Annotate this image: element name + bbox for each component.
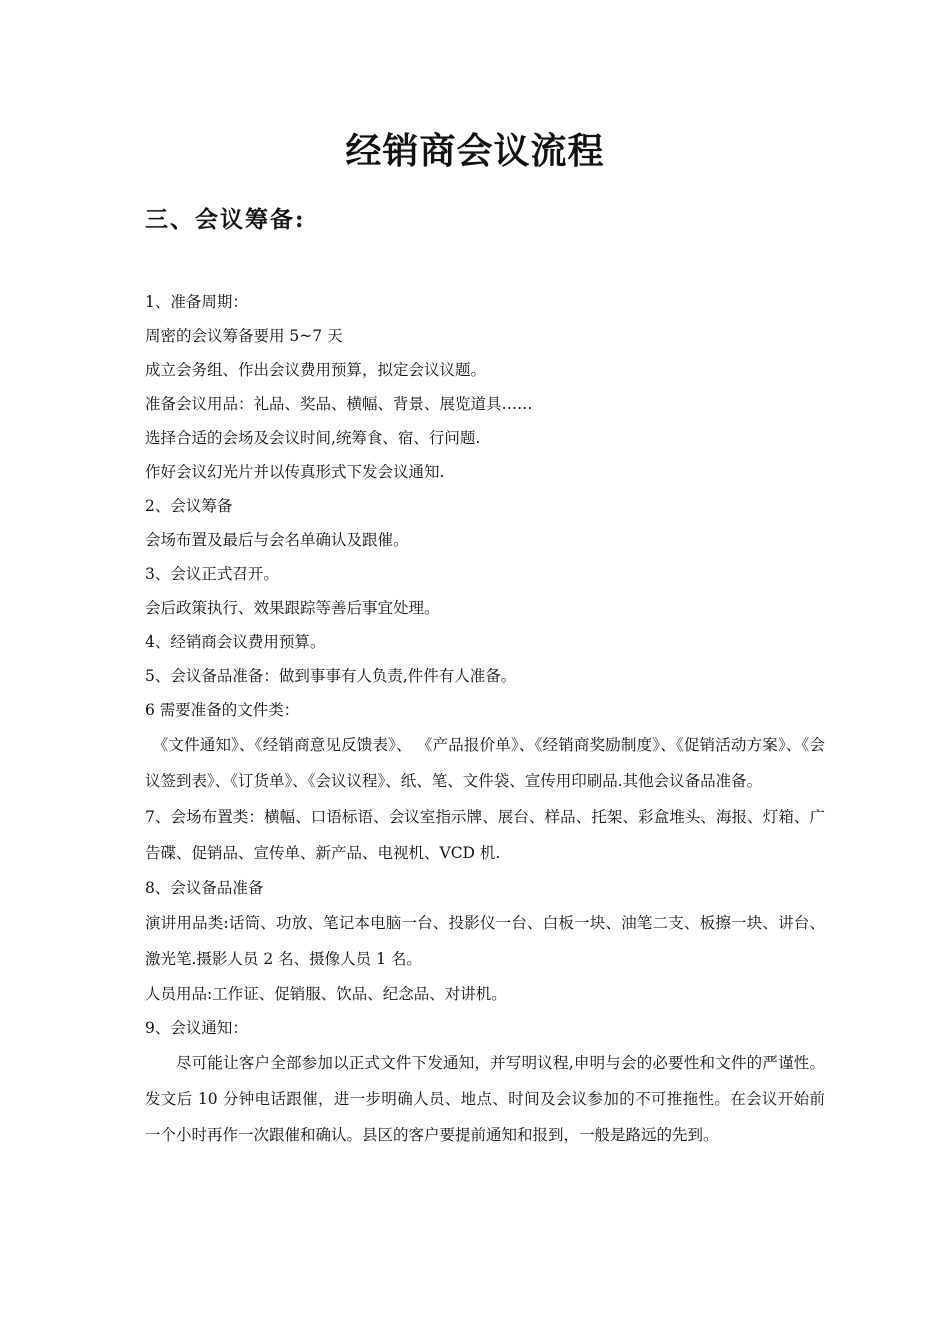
venue-paragraph: 7、会场布置类：横幅、口语标语、会议室指示牌、展台、样品、托架、彩盒堆头、海报、灯箱、广告碟、促销品、宣传单、新产品、电视机、VCD 机.: [145, 808, 825, 862]
item2-heading: 2、会议筹备: [145, 497, 233, 515]
item8-heading: 8、会议备品准备: [145, 879, 264, 897]
item6-heading: 6 需要准备的文件类：: [145, 701, 300, 719]
item3-heading: 3、会议正式召开。: [145, 565, 279, 583]
body-line: 选择合适的会场及会议时间,统筹食、宿、行问题.: [145, 429, 481, 447]
personnel-line: 人员用品:工作证、促销服、饮品、纪念品、对讲机。: [145, 985, 507, 1003]
documents-paragraph: 《文件通知》、《经销商意见反馈表》、 《产品报价单》、《经销商奖励制度》、《促销活动方案》、《会议签到表》、《订货单》、《会议议程》、纸、笔、文件袋、宣传用印刷品.其他会议备品准备。: [145, 736, 825, 790]
body-line: 会后政策执行、效果跟踪等善后事宜处理。: [145, 599, 440, 617]
body-line: 成立会务组、作出会议费用预算，拟定会议议题。: [145, 361, 487, 379]
body-line: 作好会议幻光片并以传真形式下发会议通知.: [145, 463, 445, 481]
item4-heading: 4、经销商会议费用预算。: [145, 633, 326, 651]
item1-heading: 1、准备周期：: [145, 293, 248, 311]
item5-heading: 5、会议备品准备：做到事事有人负责,件件有人准备。: [145, 667, 517, 685]
item9-heading: 9、会议通知：: [145, 1019, 248, 1037]
speech-equipment-paragraph: 演讲用品类:话筒、功放、笔记本电脑一台、投影仪一台、白板一块、油笔二支、板擦一块、讲台、激光笔.摄影人员 2 名、摄像人员 1 名。: [145, 914, 825, 968]
section-heading: 三、会议筹备:: [145, 206, 306, 233]
body-line: 准备会议用品：礼品、奖品、横幅、背景、展览道具……: [145, 395, 533, 413]
body-line: 会场布置及最后与会名单确认及跟催。: [145, 531, 409, 549]
document-body: [145, 285, 825, 1153]
body-line: 周密的会议筹备要用 5~7 天: [145, 327, 343, 345]
document-title: 经销商会议流程: [345, 130, 605, 172]
notice-paragraph: 尽可能让客户全部参加以正式文件下发通知，并写明议程,申明与会的必要性和文件的严谨性。发文后 10 分钟电话跟催，进一步明确人员、地点、时间及会议参加的不可推拖性。在会议开始前一个小时再作一次跟催和确认。县区的客户要提前通知和报到，一般是路远的先到。: [145, 1054, 825, 1144]
